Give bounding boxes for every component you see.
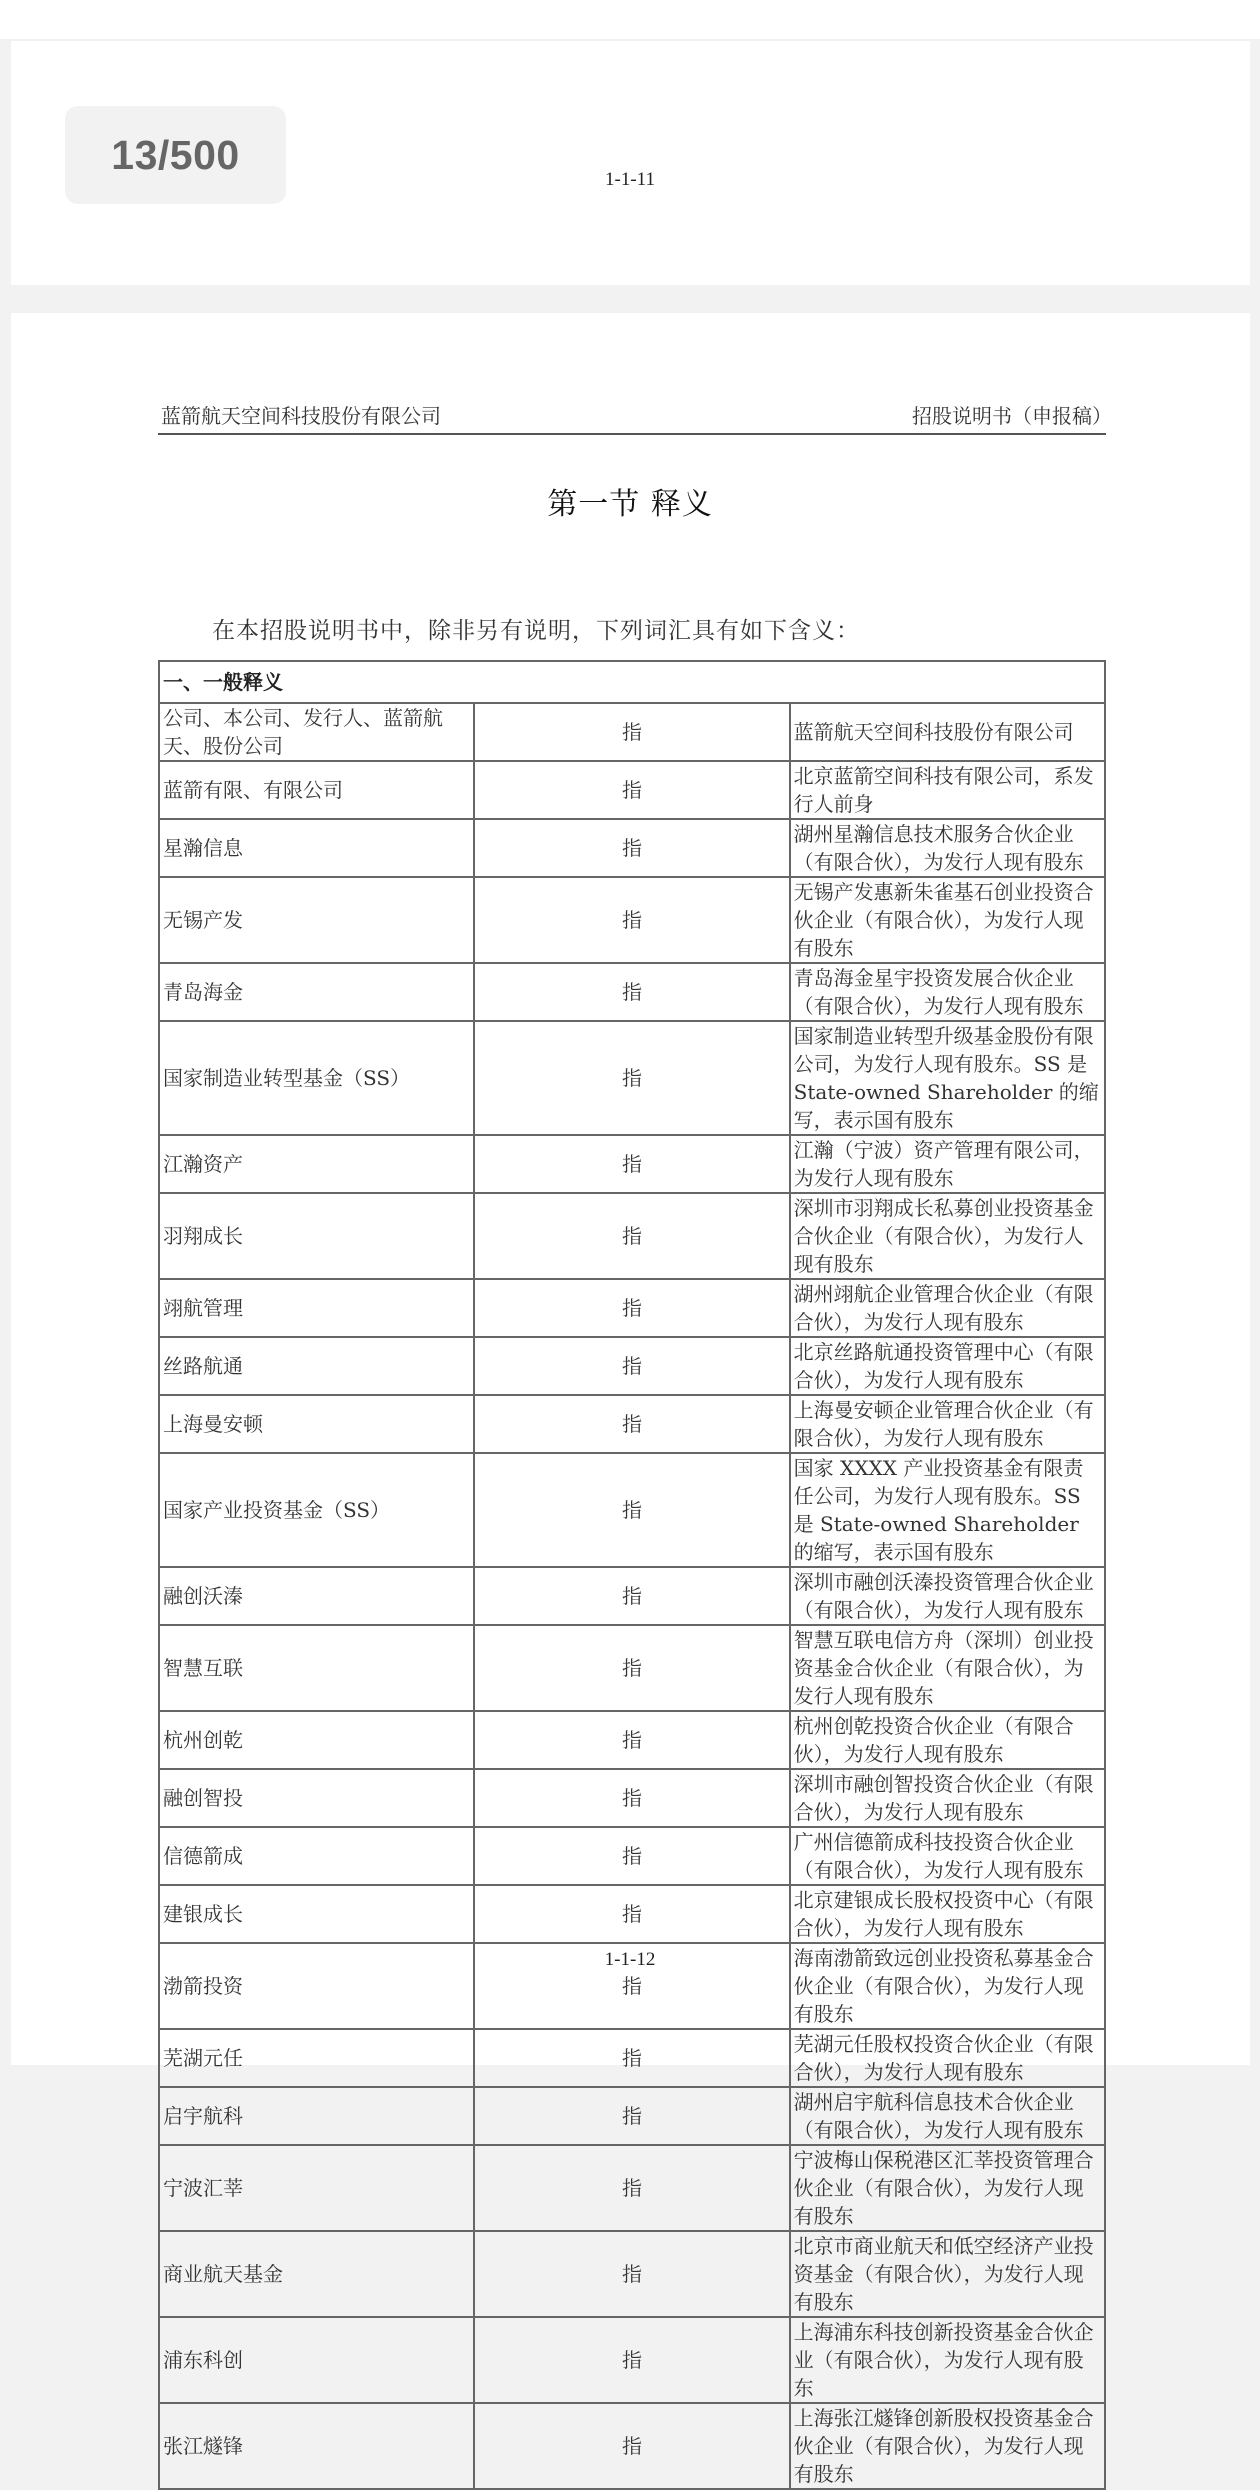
table-row bbox=[159, 819, 1105, 877]
table-row bbox=[159, 1769, 1105, 1827]
definition-cell: 国家 XXXX 产业投资基金有限责任公司，为发行人现有股东。SS 是 State-owned Shareholder 的缩写，表示国有股东 bbox=[790, 1453, 1105, 1567]
definition-cell: 广州信德箭成科技投资合伙企业（有限合伙），为发行人现有股东 bbox=[790, 1827, 1105, 1885]
term-cell: 羽翔成长 bbox=[159, 1193, 474, 1279]
term-cell: 浦东科创 bbox=[159, 2317, 474, 2403]
section-title: 第一节 释义 bbox=[547, 487, 713, 522]
relation-cell: 指 bbox=[474, 1135, 789, 1193]
term-cell: 蓝箭有限、有限公司 bbox=[159, 761, 474, 819]
definition-cell: 海南渤箭致远创业投资私募基金合伙企业（有限合伙），为发行人现有股东 bbox=[790, 1943, 1105, 2029]
table-row bbox=[159, 1021, 1105, 1135]
relation-cell: 指 bbox=[474, 1769, 789, 1827]
relation-cell: 指 bbox=[474, 2029, 789, 2087]
definition-cell: 上海浦东科技创新投资基金合伙企业（有限合伙），为发行人现有股东 bbox=[790, 2317, 1105, 2403]
viewer-top-strip bbox=[0, 0, 1260, 39]
relation-cell: 指 bbox=[474, 2317, 789, 2403]
definition-cell: 青岛海金星宇投资发展合伙企业（有限合伙），为发行人现有股东 bbox=[790, 963, 1105, 1021]
running-header bbox=[158, 403, 1112, 435]
term-cell: 国家制造业转型基金（SS） bbox=[159, 1021, 474, 1135]
definition-cell: 湖州启宇航科信息技术合伙企业（有限合伙），为发行人现有股东 bbox=[790, 2087, 1105, 2145]
relation-cell: 指 bbox=[474, 1711, 789, 1769]
relation-cell: 指 bbox=[474, 1453, 789, 1567]
relation-cell: 指 bbox=[474, 2231, 789, 2317]
table-row bbox=[159, 1279, 1105, 1337]
term-cell: 商业航天基金 bbox=[159, 2231, 474, 2317]
term-cell: 建银成长 bbox=[159, 1885, 474, 1943]
term-cell: 渤箭投资 bbox=[159, 1943, 474, 2029]
definition-cell: 上海张江燧锋创新股权投资基金合伙企业（有限合伙），为发行人现有股东 bbox=[790, 2403, 1105, 2489]
relation-cell: 指 bbox=[474, 1395, 789, 1453]
relation-cell: 指 bbox=[474, 819, 789, 877]
relation-cell: 指 bbox=[474, 1337, 789, 1395]
term-cell: 星瀚信息 bbox=[159, 819, 474, 877]
term-cell: 江瀚资产 bbox=[159, 1135, 474, 1193]
table-row bbox=[159, 2317, 1105, 2403]
definition-cell: 国家制造业转型升级基金股份有限公司，为发行人现有股东。SS 是 State-owned Shareholder 的缩写，表示国有股东 bbox=[790, 1021, 1105, 1135]
relation-cell: 指 bbox=[474, 1193, 789, 1279]
term-cell: 融创智投 bbox=[159, 1769, 474, 1827]
table-row bbox=[159, 1625, 1105, 1711]
definition-cell: 蓝箭航天空间科技股份有限公司 bbox=[790, 703, 1105, 761]
relation-cell: 指 bbox=[474, 877, 789, 963]
term-cell: 公司、本公司、发行人、蓝箭航天、股份公司 bbox=[159, 703, 474, 761]
relation-cell: 指 bbox=[474, 2403, 789, 2489]
relation-cell: 指 bbox=[474, 1827, 789, 1885]
document-page-12 bbox=[11, 313, 1250, 2486]
relation-cell: 指 bbox=[474, 963, 789, 1021]
definition-cell: 深圳市融创沃溱投资管理合伙企业（有限合伙），为发行人现有股东 bbox=[790, 1567, 1105, 1625]
definition-cell: 智慧互联电信方舟（深圳）创业投资基金合伙企业（有限合伙），为发行人现有股东 bbox=[790, 1625, 1105, 1711]
relation-cell: 指 bbox=[474, 1567, 789, 1625]
term-cell: 无锡产发 bbox=[159, 877, 474, 963]
table-row bbox=[159, 2145, 1105, 2231]
definition-cell: 深圳市羽翔成长私募创业投资基金合伙企业（有限合伙），为发行人现有股东 bbox=[790, 1193, 1105, 1279]
table-section-heading: 一、一般释义 bbox=[159, 661, 1105, 703]
table-row bbox=[159, 1337, 1105, 1395]
relation-cell: 指 bbox=[474, 1885, 789, 1943]
definition-cell: 无锡产发惠新朱雀基石创业投资合伙企业（有限合伙），为发行人现有股东 bbox=[790, 877, 1105, 963]
relation-cell: 指 bbox=[474, 761, 789, 819]
table-row bbox=[159, 1885, 1105, 1943]
relation-cell: 指 bbox=[474, 1279, 789, 1337]
definition-cell: 湖州翊航企业管理合伙企业（有限合伙），为发行人现有股东 bbox=[790, 1279, 1105, 1337]
table-row bbox=[159, 877, 1105, 963]
table-row bbox=[159, 703, 1105, 761]
term-cell: 上海曼安顿 bbox=[159, 1395, 474, 1453]
definition-cell: 江瀚（宁波）资产管理有限公司，为发行人现有股东 bbox=[790, 1135, 1105, 1193]
relation-cell: 指 bbox=[474, 1943, 789, 2029]
page-number: 1-1-12 bbox=[604, 1949, 656, 1970]
definition-cell: 湖州星瀚信息技术服务合伙企业（有限合伙），为发行人现有股东 bbox=[790, 819, 1105, 877]
table-row bbox=[159, 2029, 1105, 2087]
table-row bbox=[159, 761, 1105, 819]
term-cell: 融创沃溱 bbox=[159, 1567, 474, 1625]
table-row bbox=[159, 1711, 1105, 1769]
definitions-table bbox=[158, 660, 1106, 2490]
definition-cell: 上海曼安顿企业管理合伙企业（有限合伙），为发行人现有股东 bbox=[790, 1395, 1105, 1453]
term-cell: 宁波汇莘 bbox=[159, 2145, 474, 2231]
document-page-11 bbox=[11, 41, 1250, 285]
header-document-type: 招股说明书（申报稿） bbox=[912, 404, 1112, 428]
term-cell: 丝路航通 bbox=[159, 1337, 474, 1395]
table-row bbox=[159, 1135, 1105, 1193]
definition-cell: 杭州创乾投资合伙企业（有限合伙），为发行人现有股东 bbox=[790, 1711, 1105, 1769]
page-indicator-badge: 13/500 bbox=[65, 106, 286, 204]
table-section-heading-row bbox=[159, 661, 1105, 703]
table-row bbox=[159, 1827, 1105, 1885]
relation-cell: 指 bbox=[474, 703, 789, 761]
table-row bbox=[159, 1395, 1105, 1453]
term-cell: 启宇航科 bbox=[159, 2087, 474, 2145]
term-cell: 智慧互联 bbox=[159, 1625, 474, 1711]
term-cell: 青岛海金 bbox=[159, 963, 474, 1021]
term-cell: 国家产业投资基金（SS） bbox=[159, 1453, 474, 1567]
definition-cell: 深圳市融创智投资合伙企业（有限合伙），为发行人现有股东 bbox=[790, 1769, 1105, 1827]
table-row bbox=[159, 963, 1105, 1021]
table-row bbox=[159, 1453, 1105, 1567]
relation-cell: 指 bbox=[474, 1625, 789, 1711]
table-row bbox=[159, 2087, 1105, 2145]
table-row bbox=[159, 1193, 1105, 1279]
relation-cell: 指 bbox=[474, 2087, 789, 2145]
definition-cell: 北京建银成长股权投资中心（有限合伙），为发行人现有股东 bbox=[790, 1885, 1105, 1943]
relation-cell: 指 bbox=[474, 2145, 789, 2231]
definition-cell: 北京市商业航天和低空经济产业投资基金（有限合伙），为发行人现有股东 bbox=[790, 2231, 1105, 2317]
definition-cell: 北京蓝箭空间科技有限公司，系发行人前身 bbox=[790, 761, 1105, 819]
relation-cell: 指 bbox=[474, 1021, 789, 1135]
definition-cell: 北京丝路航通投资管理中心（有限合伙），为发行人现有股东 bbox=[790, 1337, 1105, 1395]
table-row bbox=[159, 2403, 1105, 2489]
term-cell: 信德箭成 bbox=[159, 1827, 474, 1885]
term-cell: 芜湖元任 bbox=[159, 2029, 474, 2087]
term-cell: 杭州创乾 bbox=[159, 1711, 474, 1769]
definition-cell: 芜湖元任股权投资合伙企业（有限合伙），为发行人现有股东 bbox=[790, 2029, 1105, 2087]
term-cell: 翊航管理 bbox=[159, 1279, 474, 1337]
table-row bbox=[159, 1567, 1105, 1625]
table-row bbox=[159, 2231, 1105, 2317]
definition-cell: 宁波梅山保税港区汇莘投资管理合伙企业（有限合伙），为发行人现有股东 bbox=[790, 2145, 1105, 2231]
header-company-name: 蓝箭航天空间科技股份有限公司 bbox=[161, 404, 441, 428]
term-cell: 张江燧锋 bbox=[159, 2403, 474, 2489]
intro-paragraph: 在本招股说明书中，除非另有说明，下列词汇具有如下含义： bbox=[212, 618, 860, 644]
page-number: 1-1-11 bbox=[605, 169, 655, 190]
